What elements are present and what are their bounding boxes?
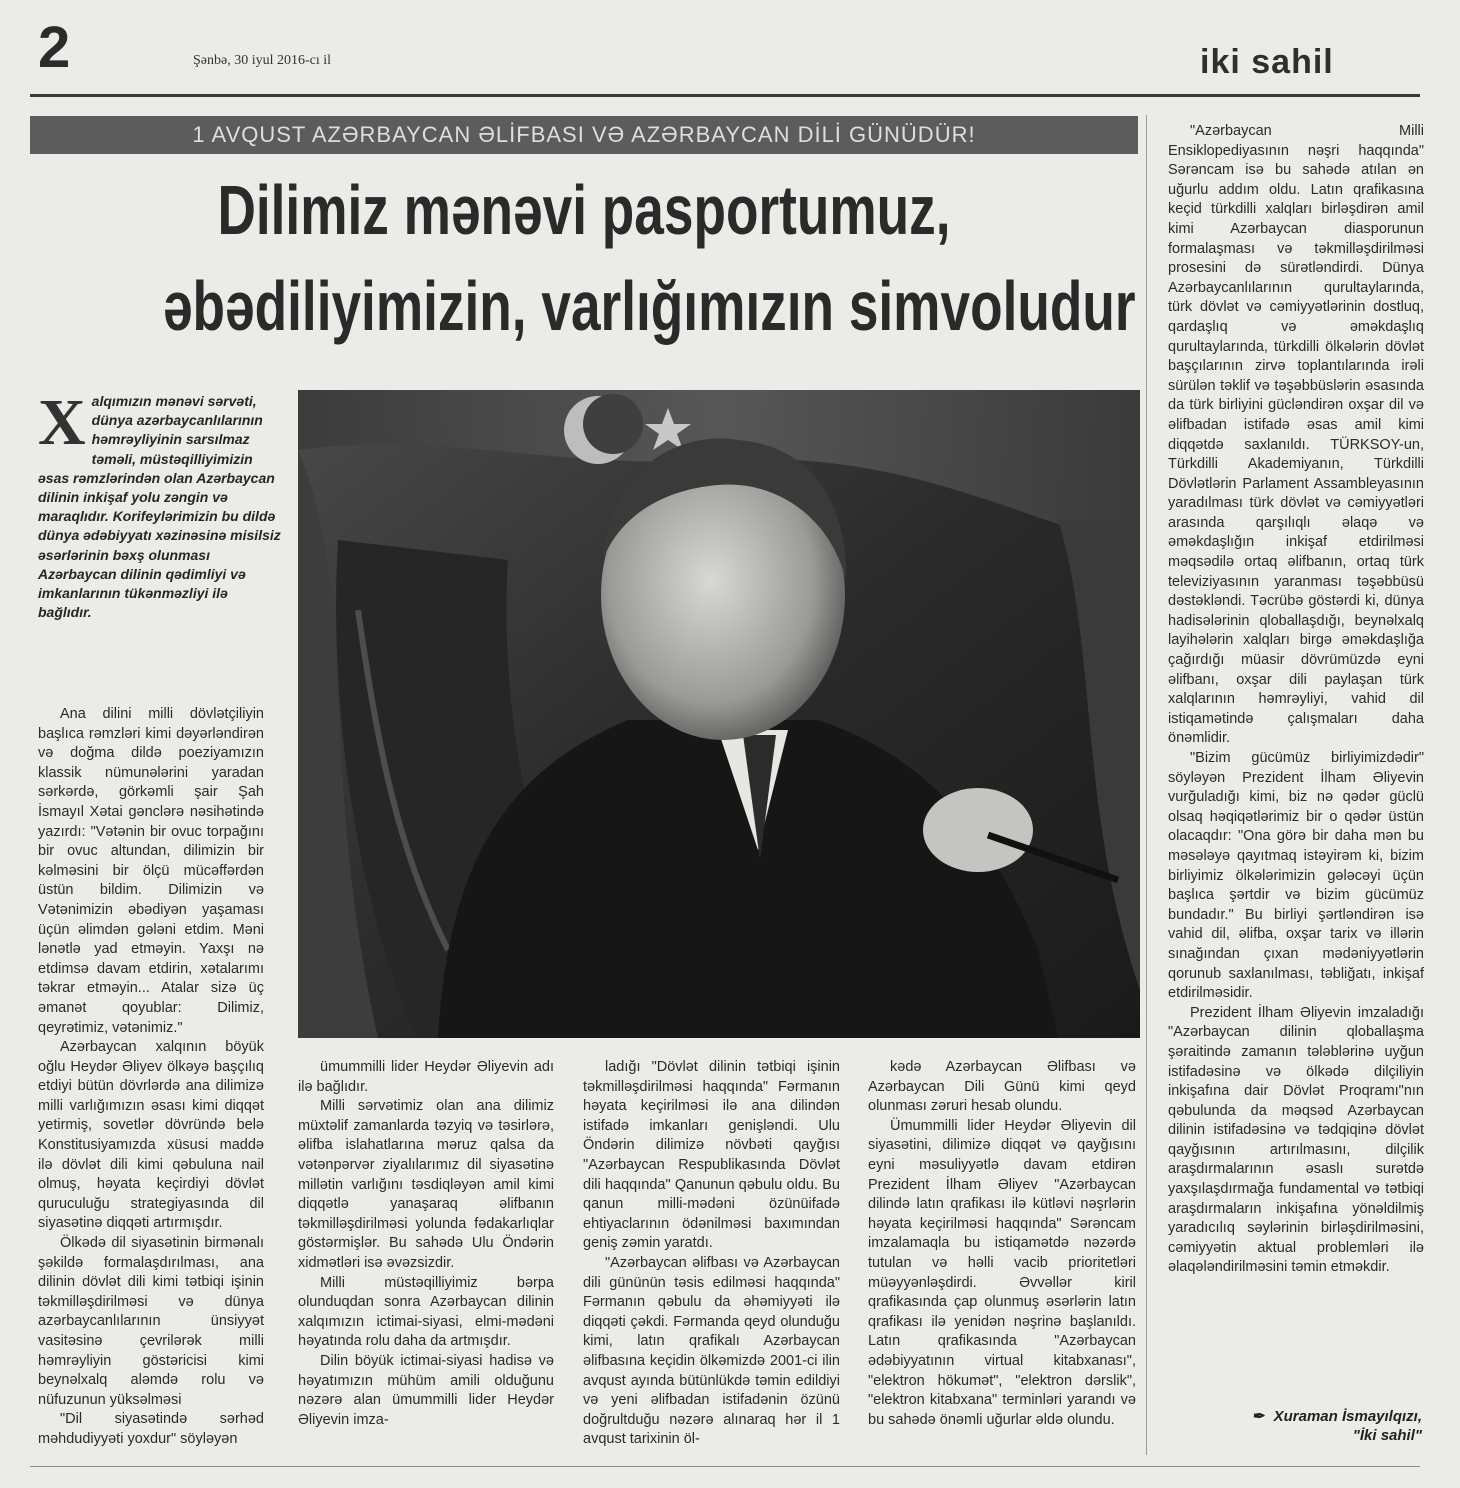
paragraph: ümummilli lider Heydər Əliyevin adı ilə bağlıdır. (298, 1059, 554, 1095)
paragraph: "Azərbaycan əlifbası və Azərbaycan dili gününün təsis edilməsi haqqında" Fərmanın qəbulu da əhəmiyyəti ilə diqqəti çəkdi. Fərmanda qeyd olunduğu kimi, latın qrafikalı Azərbaycan əlifbasına keçidin ölkəmizdə 2001-ci ilin avqust ayında bütünlükdə təmin edildiyi və yeni əlifbadan istifadənin özünü doğrultduğu nəzərə alınaraq hər il 1 avqust tarixinin öl- (583, 1254, 840, 1448)
paragraph: "Dil siyasətində sərhəd məhdudiyyəti yoxdur" söyləyən (38, 1411, 264, 1447)
paragraph: Milli sərvətimiz olan ana dilimiz müxtəlif zamanlarda təzyiq və təsirlərə, əlifba islahatlarına məruz qalsa da vətənpərvər ziyalılarımız dil siyasətinə millətin varlığını təsdiqləyən amil kimi diqqətlə yanaşaraq əlifbanın təkmilləşdirilməsi yolunda fədakarlıqlar göstərmişlər. Bu sahədə Ulu Öndərin xidmətləri isə əvəzsizdir. (298, 1098, 554, 1271)
column-3 (583, 1058, 840, 1458)
headline (30, 164, 1138, 352)
column-divider (1146, 115, 1147, 1455)
masthead: iki sahil (1200, 43, 1334, 81)
headline-line-1: Dilimiz mənəvi pasportumuz, (217, 171, 951, 249)
lead-text: alqımızın mənəvi sərvəti, dünya azərbaycanlılarının həmrəyliyinin sarsılmaz təməli, müstəqilliyimizin əsas rəmzlərindən olan Azərbaycan dilinin inkişaf yolu zəngin və maraqlıdır. Korifeylərimizin bu dildə dünya ədəbiyyatı xəzinəsinə misilsiz əsərlərinin bəxş olunması Azərbaycan dilinin qədimliyi və imkanlarının tükənməzliyi ilə bağlıdır. (38, 393, 281, 621)
headline-line-2: əbədiliyimizin, varlığımızın simvoludur (162, 267, 1136, 345)
drop-cap: X (38, 386, 86, 459)
issue-date: Şənbə, 30 iyul 2016-cı il (193, 53, 332, 68)
portrait-illustration (298, 390, 1140, 1038)
byline (1180, 1407, 1422, 1445)
lead-paragraph (38, 386, 283, 622)
footer-rule (30, 1466, 1420, 1467)
paragraph: Prezident İlham Əliyevin imzaladığı "Azərbaycan dilinin qloballaşma şəraitində zamanın tələblərinə uyğun istifadəsinə və ölkədə dilçiliyin inkişafına dair Dövlət Proqramı"nın qəbulunda da məqsəd Azərbaycan dilinin istifadəsinə və tədqiqinə dövlət qayğısının artırılmasını, dilçilik araşdırmalarının əsaslı surətdə yaxşılaşdırmağa fundamental və tətbiqi araşdırmaların inkişafına yönəldilmiş yaradıcılıq səylərinin birləşdirilməsini, cəmiyyətin aktual problemləri ilə əlaqələndirilməsini təmin etməkdir. (1168, 1004, 1424, 1276)
column-2 (298, 1058, 554, 1458)
paragraph: Ana dilini milli dövlətçiliyin başlıca rəmzləri kimi dəyərləndirən və doğma dildə poeziyamızın klassik nümunələrini yaradan sərkərdə, görkəmli şair Şah İsmayıl Xətai gənclərə nəsihətində yazırdı: "Vətənin bir ovuc torpağını bir ovuc altundan, dilimizin bir kəlməsini bir ölçü mücəffərdən üstün bildim. Dilimizin və Vətənimizin əbədiyən yaşaması üçün əlimdən gələni etdim. Məni lənətlə yad etməyin. Yaxşı nə etdimsə davam etdirin, xətalarımı təkrar etməyin... Atalar sizə üç əmanət qoyublar: Dilimiz, qeyrətimiz, vətənimiz." (38, 706, 264, 1036)
paragraph: Azərbaycan xalqının böyük oğlu Heydər Əliyev ölkəyə başçılıq etdiyi bütün dövrlərdə ana dilimizə milli varlığımızın əsası kimi diqqət yetirmiş, sovetlər dövründə belə Konstitusiyamızda xüsusi maddə ilə dövlət dili kimi qəbuluna nail olmuş, həyata keçirdiyi dövlət quruculuğu strategiyasında dil siyasətinə diqqəti artırmışdır. (38, 1039, 264, 1232)
header-rule (30, 94, 1420, 97)
section-banner: 1 AVQUST AZƏRBAYCAN ƏLİFBASI VƏ AZƏRBAYCAN DİLİ GÜNÜDÜR! (30, 116, 1138, 154)
paragraph: Dilin böyük ictimai-siyasi hadisə və həyatımızın mühüm amili olduğunu nəzərə alan ümummilli lider Heydər Əliyevin imza- (298, 1352, 554, 1428)
column-5 (1168, 122, 1424, 1390)
byline-source: "İki sahil" (1352, 1427, 1422, 1444)
pen-icon: ✒ (1253, 1408, 1266, 1425)
paragraph: Ölkədə dil siyasətinin birmənalı şəkildə formalaşdırılması, ana dilinin dövlət dili kimi tətbiqi işinin təkmilləşdirilməsi və dünya azərbaycanlılarının ünsiyyət vasitəsinə çevrilərək milli həmrəyliyin göstəricisi kimi beynəlxalq aləmdə rolu və nüfuzunun yüksəlməsi (38, 1235, 264, 1408)
paragraph: kədə Azərbaycan Əlifbası və Azərbaycan Dili Günü kimi qeyd olunması zəruri hesab olundu. (868, 1059, 1136, 1115)
paragraph: ladığı "Dövlət dilinin tətbiqi işinin təkmilləşdirilməsi haqqında" Fərmanın həyata keçirilməsi ilə ana dilindən istifadə imkanları genişləndi. Ulu Öndərin dilimizə növbəti qayğısı "Azərbaycan Respublikasında Dövlət dili haqqında" Qanunun qəbulu oldu. Bu qanun milli-mədəni özünüifadə ehtiyaclarının ödənilməsi baxımından geniş zəmin yaratdı. (583, 1059, 840, 1252)
column-1 (38, 705, 264, 1460)
portrait-photo (298, 390, 1140, 1038)
paragraph: "Bizim gücümüz birliyimizdədir" söyləyən Prezident İlham Əliyevin vurğuladığı kimi, biz nə qədər güclü olsaq həqiqətlərimiz bir o qədər üstün olacaqdır: "Ona görə bir daha mən bu məsələyə qayıtmaq istəyirəm ki, bizim birliyimiz ölkələrimizin gələcəyi üçün başlıca şərtdir və bizim gücümüz bundadır." Bu birliyi şərtləndirən isə vahid dil, əlifba, oxşar tarix və illərin sınağından çıxan mədəniyyətlərin qorunub saxlanılması, təbliğatı, inkişaf etdirilməsidir. (1168, 750, 1424, 1002)
paragraph: Ümummilli lider Heydər Əliyevin dil siyasətini, dilimizə diqqət və qayğısını eyni məsuliyyətlə davam etdirən Prezident İlham Əliyev "Azərbaycan dilində latın qrafikası ilə kütləvi nəşrlərin həyata keçirilməsi haqqında" Sərəncam imzalamaqla bu istiqamətdə nəzərdə tutulan və həlli vacib prioritetləri müəyyənləşdirdi. Əvvəllər kiril qrafikasında çap olunmuş əsərlərin latın qrafikası ilə yenidən nəşrinə başlanıldı. Latın qrafikasında "Azərbaycan ədəbiyyatının virtual kitabxanası", "elektron hökumət", "elektron dərslik", "elektron kitabxana" terminləri yarandı və bu sahədə önəmli uğurlar əldə olundu. (868, 1117, 1136, 1428)
paragraph: Milli müstəqilliyimiz bərpa olunduqdan sonra Azərbaycan dilinin xalqımızın ictimai-siyasi, elmi-mədəni həyatında rolu daha da artmışdır. (298, 1274, 554, 1350)
paragraph: "Azərbaycan Milli Ensiklopediyasının nəşri haqqında" Sərəncam isə bu sahədə atılan ən uğurlu addım oldu. Latın qrafikasına keçid türkdilli xalqları birləşdirən amil kimi Azərbaycan diasporunun formalaşması və təkmilləşdirilməsi prosesini də sürətləndirdi. Dünya Azərbaycanlılarının qurultaylarında, türk dövlət və cəmiyyətlərinin dostluq, qardaşlıq və əməkdaşlıq qurultaylarında, türkdilli ölkələrin dövlət başçılarının zirvə toplantılarında irəli sürülən təklif və təşəbbüslərin əsasında da türk birliyini gücləndirən oxşar dil və əlifbadan istifadə əsas amil kimi diqqətdə saxlanıldı. TÜRKSOY-un, Türkdilli Akademiyanın, Türkdilli Dövlətlərin Parlament Assambleyasının yaradılması türk dövlət və cəmiyyətləri arasında qarşılıqlı əlaqə və əməkdaşlığın inkişaf etdirilməsi məqsədilə ortaq əlifbanın, ortaq türk televiziyasının yaranması təşəbbüsü dəstəkləndi. Təcrübə göstərdi ki, dünya hadisələrinin qloballaşdığı, beynəlxalq layihələrin xalqları birgə əməkdaşlığa çağırdığı müasir dövrümüzdə eyni əlifbanı, oxşar dili paylaşan türk xalqlarının həmrəyliyi, vahid dil istiqamətində çalışmaları daha önəmlidir. (1168, 123, 1424, 747)
column-4 (868, 1058, 1136, 1458)
byline-author: Xuraman İsmayılqızı, (1273, 1408, 1422, 1425)
page-number: 2 (38, 15, 71, 80)
